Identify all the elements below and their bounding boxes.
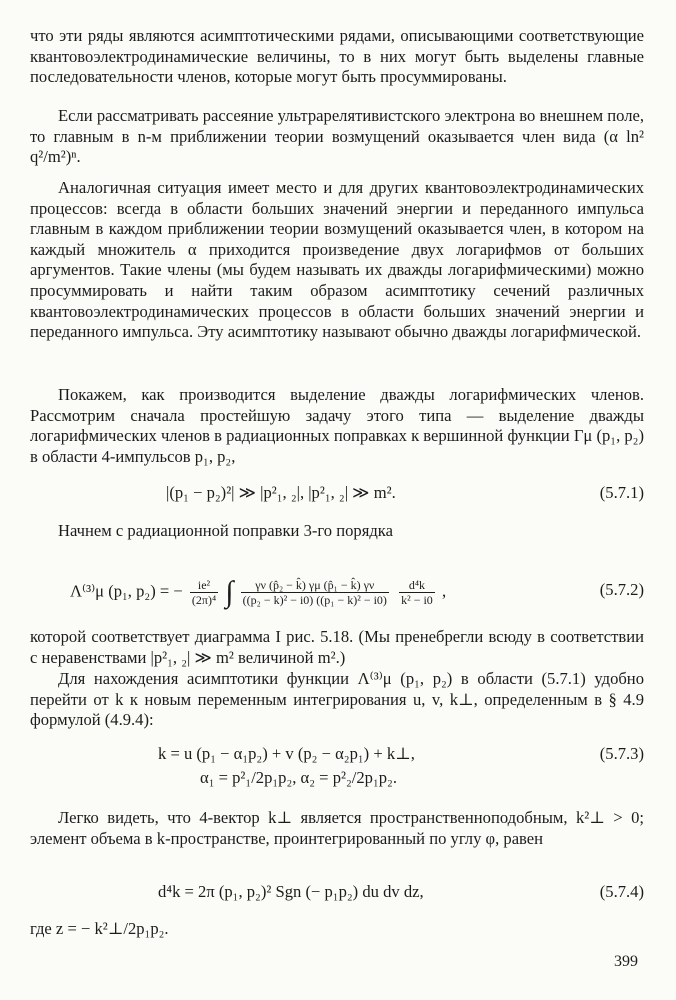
integrand-denominator: ((p₂ − k)² − i0) ((p₁ − k)² − i0)	[242, 593, 387, 607]
equation-5-7-4	[30, 880, 644, 904]
equation-5-7-1	[30, 481, 644, 505]
equation-5-7-2-lhs: Λ⁽³⁾μ (p₁, p₂) = −	[70, 581, 183, 601]
equation-5-7-1-number: (5.7.1)	[599, 483, 644, 502]
equation-5-7-3-line-1: k = u (p₁ − α₁p₂) + v (p₂ − α₂p₁) + k⊥,	[158, 744, 415, 763]
measure-denominator: k² − i0	[401, 593, 433, 607]
integral-sign: ∫	[225, 575, 234, 609]
paragraph-5: Начнем с радиационной поправки 3-го порядка	[58, 521, 393, 540]
equation-5-7-4-body: d⁴k = 2π (p₁, p₂)² Sgn (− p₁p₂) du dv dz,	[158, 882, 424, 901]
equation-5-7-2-comma: ,	[441, 581, 447, 601]
paragraph-8: Легко видеть, что 4-вектор k⊥ является пространственноподобным, k²⊥ > 0; элемент объема в k-пространстве, проинтегрированный по углу φ, равен	[30, 808, 644, 848]
equation-5-7-2-number: (5.7.2)	[599, 580, 644, 599]
equation-5-7-2-integrand	[241, 578, 389, 607]
paragraph-6: которой соответствует диаграмма I рис. 5.18. (Мы пренебрегли всюду в соответствии с неравенствами |p²₁, ₂| ≫ m² величиной m².)	[30, 627, 644, 667]
coefficient-numerator: ie²	[190, 578, 218, 593]
measure-numerator: d⁴k	[399, 578, 435, 593]
page-number: 399	[614, 953, 638, 970]
paragraph-4: Покажем, как производится выделение дважды логарифмических членов. Рассмотрим сначала простейшую задачу этого типа — выделение дважды логарифмических членов в радиационных поправках к вершинной функции Γμ (p₁, p₂) в области 4-импульсов p₁, p₂,	[30, 385, 644, 466]
paragraph-7: Для нахождения асимптотики функции Λ⁽³⁾μ (p₁, p₂) в области (5.7.1) удобно перейти от k к новым переменным интегрирования u, v, k⊥, определенным в § 4.9 формулой (4.9.4):	[30, 669, 644, 730]
coefficient-denominator: (2π)⁴	[191, 593, 217, 607]
equation-5-7-2-body	[70, 575, 447, 609]
equation-5-7-2-measure	[399, 578, 435, 607]
paragraph-9: где z = − k²⊥/2p₁p₂.	[30, 919, 169, 938]
equation-5-7-3-number: (5.7.3)	[599, 744, 644, 763]
equation-5-7-3-line-2: α₁ = p²₁/2p₁p₂, α₂ = p²₂/2p₁p₂.	[200, 768, 397, 787]
equation-5-7-3	[30, 742, 644, 790]
equation-5-7-4-number: (5.7.4)	[599, 882, 644, 901]
equation-5-7-2-coefficient	[190, 578, 218, 607]
equation-5-7-2	[30, 575, 644, 609]
paragraph-1: что эти ряды являются асимптотическими рядами, описывающими соответствующие квантовоэлектродинамические величины, то в них могут быть выделены главные последовательности членов, которые могут быть просуммированы.	[30, 26, 644, 87]
integrand-numerator: γν (p̂₂ − k̂) γμ (p̂₁ − k̂) γν	[241, 578, 389, 593]
paragraph-2: Если рассматривать рассеяние ультрарелятивистского электрона во внешнем поле, то главным в n-м приближении теории возмущений оказывается член вида (α ln² q²/m²)ⁿ.	[30, 106, 644, 167]
paragraph-3: Аналогичная ситуация имеет место и для других квантовоэлектродинамических процессов: всегда в области больших значений энергии и переданного импульса главным в каждом приближении теории возмущений оказывается член, в котором на каждый множитель α приходится произведение двух логарифмов от больших аргументов. Такие члены (мы будем называть их дважды логарифмическими) можно просуммировать и найти таким образом асимптотику сечений различных квантовоэлектродинамических процессов в области больших значений энергии и переданного импульса. Эту асимптотику называют обычно дважды логарифмической.	[30, 178, 644, 342]
equation-5-7-1-body: |(p₁ − p₂)²| ≫ |p²₁, ₂|, |p²₁, ₂| ≫ m².	[166, 483, 396, 502]
